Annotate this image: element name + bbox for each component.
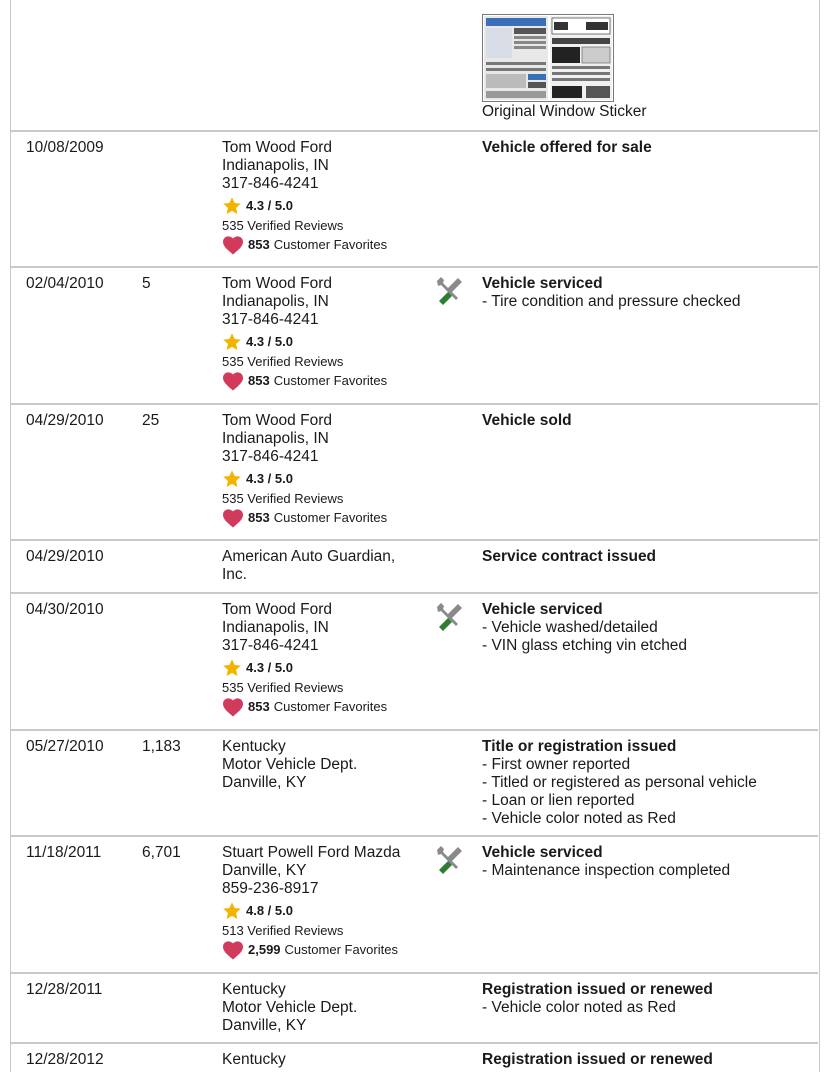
dealer-rating: [222, 196, 387, 216]
row-source: [222, 738, 357, 792]
row-date: 04/29/2010: [26, 548, 104, 565]
source-name: Kentucky: [222, 1051, 286, 1068]
row-details: [482, 1051, 713, 1069]
row-odometer: 6,701: [142, 844, 181, 861]
source-name[interactable]: Tom Wood Ford: [222, 601, 332, 618]
source-location: Danville, KY: [222, 862, 307, 879]
customer-favorites[interactable]: [222, 235, 387, 255]
window-sticker-caption[interactable]: Original Window Sticker: [482, 103, 647, 120]
event-title: Vehicle serviced: [482, 275, 603, 292]
row-date: 11/18/2011: [26, 844, 102, 861]
row-source: [222, 548, 395, 584]
favorites-label: Customer Favorites: [273, 373, 388, 388]
source-phone[interactable]: 317-846-4241: [222, 448, 319, 465]
row-date: 04/29/2010: [26, 412, 104, 429]
event-title: Registration issued or renewed: [482, 981, 713, 998]
heart-icon: [222, 940, 244, 960]
favorites-count: 853: [248, 510, 270, 525]
history-row: [10, 1042, 818, 1082]
row-details: [482, 275, 740, 311]
rating-value: 4.8 / 5.0: [246, 903, 293, 918]
row-source: [222, 981, 357, 1035]
history-row: [10, 835, 818, 974]
row-source: [222, 844, 400, 960]
event-detail: - First owner reported: [482, 756, 631, 773]
row-date: 12/28/2012: [26, 1051, 104, 1068]
row-source: [222, 412, 387, 528]
customer-favorites[interactable]: [222, 940, 400, 960]
customer-favorites[interactable]: [222, 508, 387, 528]
favorites-count: 853: [248, 373, 270, 388]
event-title: Vehicle serviced: [482, 844, 603, 861]
verified-reviews-link[interactable]: 535 Verified Reviews: [222, 218, 344, 233]
rating-value: 4.3 / 5.0: [246, 660, 293, 675]
source-name[interactable]: Tom Wood Ford: [222, 412, 332, 429]
heart-icon: [222, 235, 244, 255]
event-title: Title or registration issued: [482, 738, 677, 755]
event-title: Vehicle sold: [482, 412, 572, 429]
source-name: Kentucky: [222, 738, 286, 755]
row-odometer: 5: [142, 275, 151, 292]
source-name: Kentucky: [222, 981, 286, 998]
event-detail: - Vehicle color noted as Red: [482, 810, 676, 827]
row-date: 12/28/2011: [26, 981, 103, 998]
row-date: 10/08/2009: [26, 139, 104, 156]
event-title: Vehicle offered for sale: [482, 139, 652, 156]
row-date: 02/04/2010: [26, 275, 104, 292]
source-phone[interactable]: 317-846-4241: [222, 637, 319, 654]
favorites-label: Customer Favorites: [273, 699, 388, 714]
dealer-rating: [222, 658, 387, 678]
verified-reviews-link[interactable]: 513 Verified Reviews: [222, 923, 344, 938]
verified-reviews-link[interactable]: 535 Verified Reviews: [222, 680, 344, 695]
heart-icon: [222, 508, 244, 528]
source-name: American Auto Guardian,: [222, 548, 396, 565]
source-phone[interactable]: 317-846-4241: [222, 311, 319, 328]
star-icon: [222, 901, 242, 921]
history-row: [10, 972, 818, 1044]
source-dept: Motor Vehicle Dept.: [222, 756, 358, 773]
favorites-label: Customer Favorites: [273, 510, 388, 525]
event-detail: - Vehicle washed/detailed: [482, 619, 658, 636]
dealer-rating: [222, 901, 400, 921]
history-row: [10, 403, 818, 541]
wrench-screwdriver-icon: [434, 845, 464, 875]
source-phone[interactable]: 317-846-4241: [222, 175, 319, 192]
dealer-rating: [222, 332, 387, 352]
source-location: Indianapolis, IN: [222, 430, 329, 447]
star-icon: [222, 332, 242, 352]
history-row: [10, 592, 818, 731]
star-icon: [222, 469, 242, 489]
row-details: [482, 738, 757, 828]
dealer-rating: [222, 469, 387, 489]
history-row: [10, 729, 818, 837]
event-detail: - Titled or registered as personal vehicle: [482, 774, 757, 791]
source-location: Indianapolis, IN: [222, 619, 329, 636]
row-date: 04/30/2010: [26, 601, 104, 618]
source-location: Danville, KY: [222, 1017, 307, 1034]
source-phone[interactable]: 859-236-8917: [222, 880, 319, 897]
star-icon: [222, 658, 242, 678]
star-icon: [222, 196, 242, 216]
verified-reviews-link[interactable]: 535 Verified Reviews: [222, 491, 344, 506]
event-detail: - Loan or lien reported: [482, 792, 635, 809]
favorites-label: Customer Favorites: [273, 237, 388, 252]
source-dept: Motor Vehicle Dept.: [222, 999, 358, 1016]
row-source: [222, 275, 387, 391]
history-row: [10, 539, 818, 594]
rating-value: 4.3 / 5.0: [246, 198, 293, 213]
heart-icon: [222, 697, 244, 717]
rating-value: 4.3 / 5.0: [246, 471, 293, 486]
wrench-screwdriver-icon: [434, 276, 464, 306]
history-row: [10, 266, 818, 405]
source-location: Indianapolis, IN: [222, 157, 329, 174]
verified-reviews-link[interactable]: 535 Verified Reviews: [222, 354, 344, 369]
row-source: [222, 139, 387, 255]
event-title: Vehicle serviced: [482, 601, 603, 618]
row-source: [222, 601, 387, 717]
event-detail: - VIN glass etching vin etched: [482, 637, 688, 654]
customer-favorites[interactable]: [222, 697, 387, 717]
row-details: [482, 844, 730, 880]
event-title: Service contract issued: [482, 548, 657, 565]
favorites-label: Customer Favorites: [284, 942, 398, 957]
row-source: [222, 1051, 286, 1069]
source-location: Danville, KY: [222, 774, 307, 791]
event-detail: - Vehicle color noted as Red: [482, 999, 676, 1016]
source-name[interactable]: Tom Wood Ford: [222, 275, 332, 292]
row-odometer: 1,183: [142, 738, 181, 755]
row-date: 05/27/2010: [26, 738, 104, 755]
customer-favorites[interactable]: [222, 371, 387, 391]
row-odometer: 25: [142, 412, 160, 429]
row-details: [482, 981, 713, 1017]
source-name-cont: Inc.: [222, 566, 247, 583]
rating-value: 4.3 / 5.0: [246, 334, 293, 349]
favorites-count: 853: [248, 699, 270, 714]
row-details: [482, 601, 687, 655]
wrench-screwdriver-icon: [434, 602, 464, 632]
row-details: [482, 139, 652, 157]
source-location: Indianapolis, IN: [222, 293, 329, 310]
source-name[interactable]: Stuart Powell Ford Mazda: [222, 844, 401, 861]
favorites-count: 853: [248, 237, 270, 252]
heart-icon: [222, 371, 244, 391]
event-title: Registration issued or renewed: [482, 1051, 713, 1068]
event-detail: - Tire condition and pressure checked: [482, 293, 741, 310]
row-details: [482, 412, 572, 430]
window-sticker-thumbnail[interactable]: [482, 14, 614, 102]
favorites-count: 2,599: [248, 942, 281, 957]
row-details: [482, 548, 656, 566]
sticker-row: [10, 0, 818, 132]
source-name[interactable]: Tom Wood Ford: [222, 139, 332, 156]
history-row: [10, 130, 818, 268]
event-detail: - Maintenance inspection completed: [482, 862, 731, 879]
